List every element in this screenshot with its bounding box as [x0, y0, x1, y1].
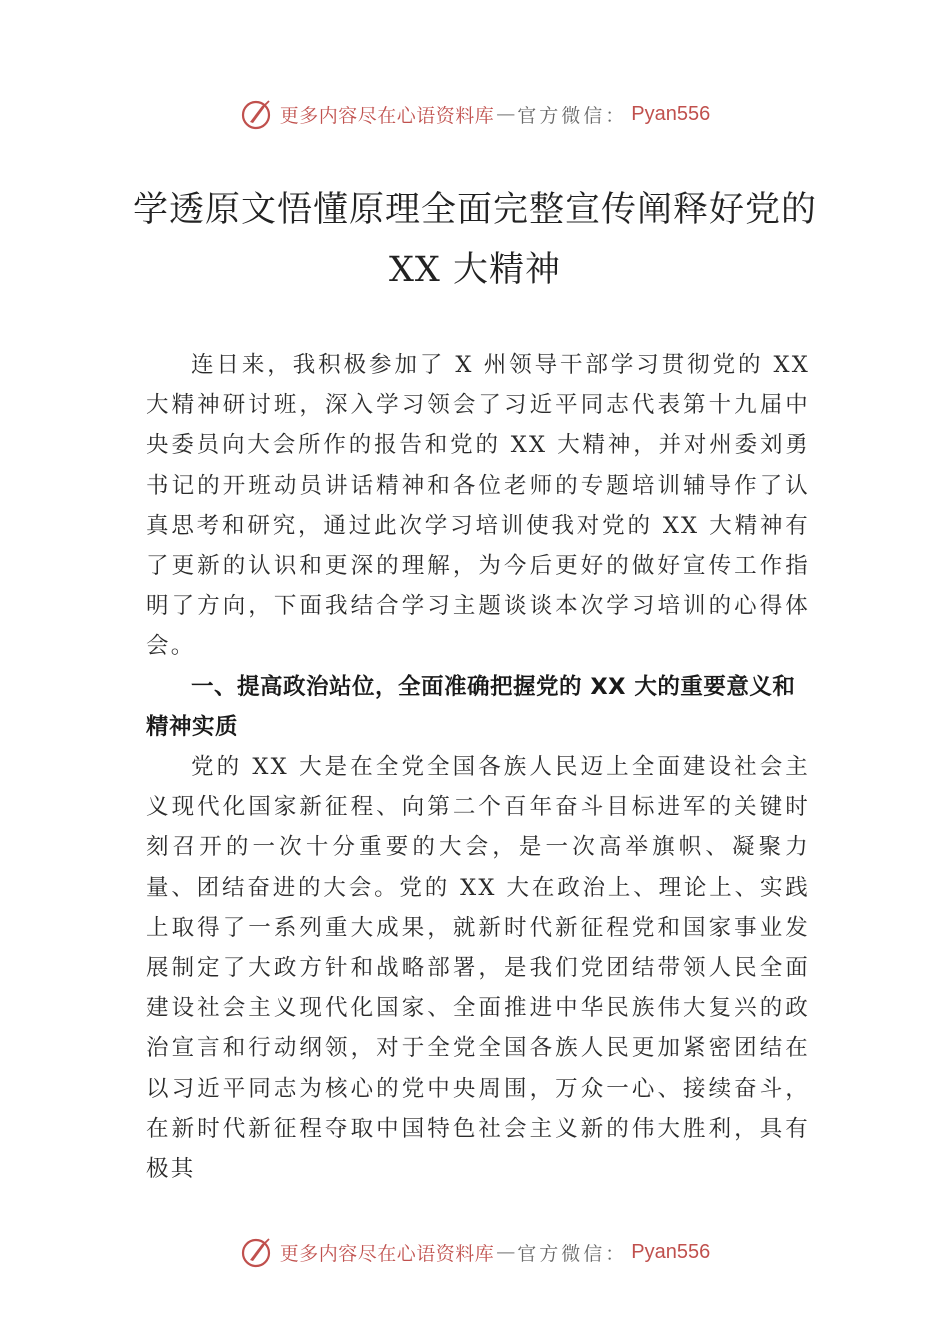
section-heading-1: 一、提高政治站位，全面准确把握党的 XX 大的重要意义和精神实质 [146, 673, 796, 740]
footer-official-label: 官方微信： [517, 1242, 628, 1265]
header-brand-text: 更多内容尽在心语资料库 [279, 104, 495, 127]
footer-banner [0, 1232, 950, 1272]
footer-wechat-id: Pyan556 [631, 1240, 711, 1263]
quill-logo-icon [240, 97, 274, 131]
header-wechat-id: Pyan556 [631, 102, 711, 125]
header-banner [0, 94, 950, 134]
document-title: 学透原文悟懂原理全面完整宣传阐释好党的 XX 大精神 [132, 190, 817, 290]
quill-logo-icon [240, 1235, 274, 1269]
header-official-label: 官方微信： [517, 104, 628, 127]
document-body [146, 345, 810, 1189]
intro-paragraph: 连日来，我积极参加了 X 州领导干部学习贯彻党的 XX 大精神研讨班，深入学习领会了习近平同志代表第十九届中央委员向大会所作的报告和党的 XX 大精神，并对州委刘勇书记的开班动员讲话精神和各位老师的专题培训辅导作了认真思考和研究，通过此次学习培训使我对党的 XX 大精神有了更新的认识和更深的理解，为今后更好的做好宣传工作指明了方向，下面我结合学习主题谈谈本次学习培训的心得体会。 [146, 352, 810, 660]
header-separator: — [496, 103, 516, 125]
footer-separator: — [496, 1241, 516, 1263]
section-1-paragraph: 党的 XX 大是在全党全国各族人民迈上全面建设社会主义现代化国家新征程、向第二个百年奋斗目标进军的关键时刻召开的一次十分重要的大会，是一次高举旗帜、凝聚力量、团结奋进的大会。党的 XX 大在政治上、理论上、实践上取得了一系列重大成果，就新时代新征程党和国家事业发展制定了大政方针和战略部署，是我们党团结带领人民全面建设社会主义现代化国家、全面推进中华民族伟大复兴的政治宣言和行动纲领，对于全党全国各族人民更加紧密团结在以习近平同志为核心的党中央周围，万众一心、接续奋斗，在新时代新征程夺取中国特色社会主义新的伟大胜利，具有极其 [146, 754, 810, 1183]
footer-brand-text: 更多内容尽在心语资料库 [279, 1242, 495, 1265]
